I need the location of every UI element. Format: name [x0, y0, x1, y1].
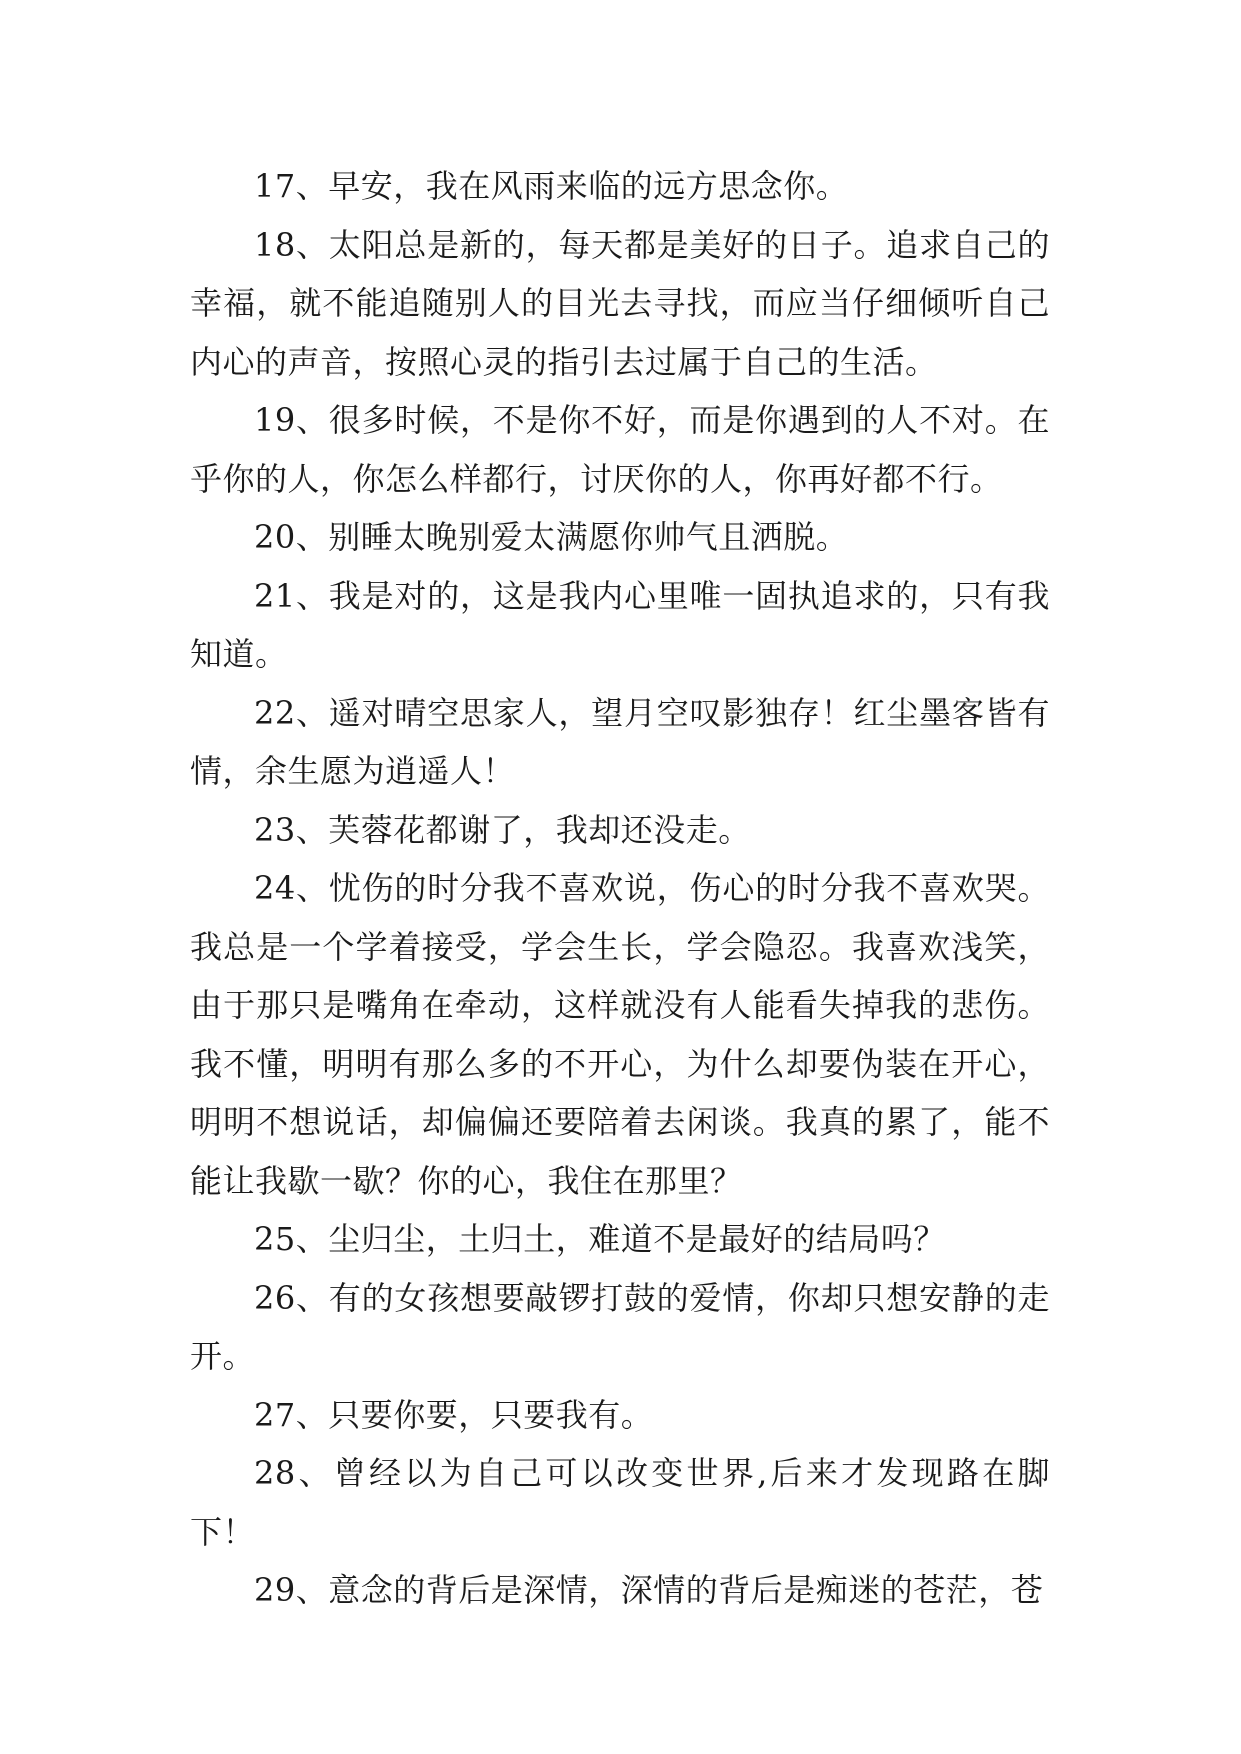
- paragraph-18: 18、太阳总是新的，每天都是美好的日子。追求自己的幸福，就不能追随别人的目光去寻找，而应当仔细倾听自己内心的声音，按照心灵的指引去过属于自己的生活。: [190, 225, 1050, 381]
- paragraph-23: 23、芙蓉花都谢了，我却还没走。: [254, 810, 751, 849]
- paragraph-29: 29、意念的背后是深情，深情的背后是痴迷的苍茫，苍: [254, 1571, 1044, 1609]
- paragraph-20: 20、别睡太晚别爱太满愿你帅气且洒脱。: [254, 518, 849, 556]
- paragraph-17: 17、早安，我在风雨来临的远方思念你。: [254, 167, 849, 205]
- document-body: [190, 157, 1050, 1620]
- paragraph-27: 27、只要你要，只要我有。: [254, 1395, 654, 1434]
- paragraph-25: 25、尘归尘，土归土，难道不是最好的结局吗？: [254, 1220, 946, 1258]
- paragraph-26: 26、有的女孩想要敲锣打鼓的爱情，你却只想安静的走开。: [190, 1278, 1050, 1375]
- paragraph-28: 28、曾经以为自己可以改变世界,后来才发现路在脚下！: [190, 1454, 1050, 1551]
- paragraph-24: 24、忧伤的时分我不喜欢说，伤心的时分我不喜欢哭。我总是一个学着接受，学会生长，学会隐忍。我喜欢浅笑，由于那只是嘴角在牵动，这样就没有人能看失掉我的悲伤。我不懂，明明有那么多的不开心，为什么却要伪装在开心，明明不想说话，却偏偏还要陪着去闲谈。我真的累了，能不能让我歇一歇？你的心，我住在那里？: [190, 869, 1050, 1200]
- paragraph-22: 22、遥对晴空思家人，望月空叹影独存！红尘墨客皆有情，余生愿为逍遥人！: [190, 693, 1050, 790]
- paragraph-21: 21、我是对的，这是我内心里唯一固执追求的，只有我知道。: [190, 576, 1050, 673]
- paragraph-19: 19、很多时候，不是你不好，而是你遇到的人不对。在乎你的人，你怎么样都行，讨厌你的人，你再好都不行。: [190, 401, 1050, 498]
